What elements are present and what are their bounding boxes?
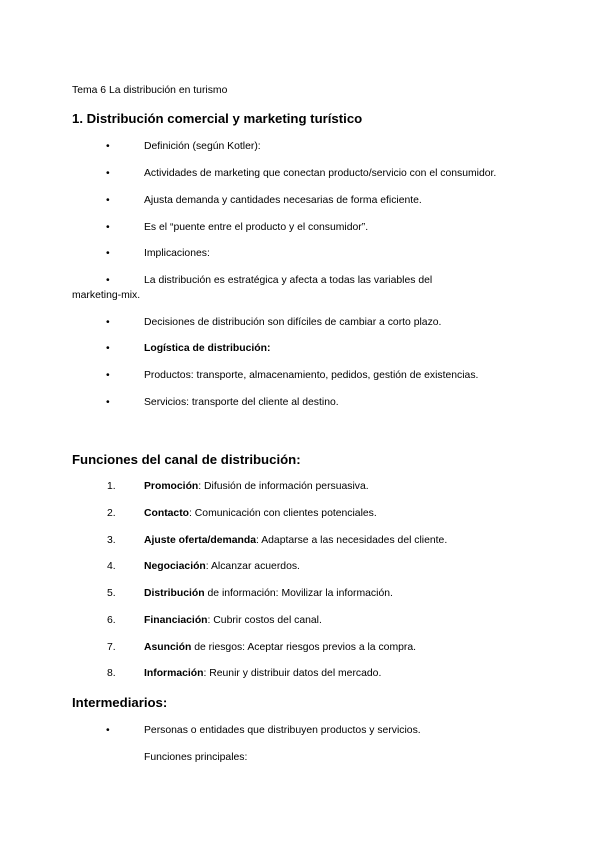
numbered-item-text <box>144 561 300 573</box>
numbered-item-text <box>144 588 393 600</box>
item-term: Distribución <box>144 588 205 599</box>
item-description: de riesgos: Aceptar riesgos previos a la compra. <box>191 642 417 653</box>
item-description: : Difusión de información persuasiva. <box>198 481 369 492</box>
section-heading-intermediarios: Intermediarios: <box>72 695 168 710</box>
list-item-text: Servicios: transporte del cliente al destino. <box>144 397 339 408</box>
item-number: 6. <box>107 615 116 626</box>
item-term: Ajuste oferta/demanda <box>144 535 257 546</box>
bullet-marker: • <box>106 141 110 152</box>
document-title: Tema 6 La distribución en turismo <box>72 85 228 96</box>
item-term: Financiación <box>144 615 208 626</box>
item-number: 3. <box>107 535 116 546</box>
numbered-item-text <box>144 642 416 654</box>
item-term: Negociación <box>144 561 206 572</box>
item-description: de información: Movilizar la información. <box>204 588 393 599</box>
bullet-marker: • <box>106 222 110 233</box>
numbered-item-text <box>144 668 381 680</box>
bullet-marker: • <box>106 725 110 736</box>
item-description: : Alcanzar acuerdos. <box>205 561 300 572</box>
list-item-text-continuation: marketing-mix. <box>72 290 141 301</box>
numbered-item-text <box>144 508 377 520</box>
section-heading-distribucion-comercial: 1. Distribución comercial y marketing turístico <box>72 111 363 126</box>
item-term: Promoción <box>144 481 199 492</box>
item-term: Contacto <box>144 508 190 519</box>
bullet-marker: • <box>106 370 110 381</box>
section-heading-funciones-canal: Funciones del canal de distribución: <box>72 452 301 467</box>
item-number: 2. <box>107 508 116 519</box>
item-number: 5. <box>107 588 116 599</box>
item-number: 4. <box>107 561 116 572</box>
list-item-text: Ajusta demanda y cantidades necesarias de forma eficiente. <box>144 195 422 206</box>
item-description: : Cubrir costos del canal. <box>207 615 322 626</box>
list-item-text: La distribución es estratégica y afecta a todas las variables del <box>144 275 433 286</box>
bullet-marker: • <box>106 343 110 354</box>
bullet-marker: • <box>106 275 110 286</box>
bullet-marker: • <box>106 317 110 328</box>
numbered-item-text <box>144 615 322 627</box>
item-number: 8. <box>107 668 116 679</box>
list-item-text: Productos: transporte, almacenamiento, pedidos, gestión de existencias. <box>144 370 479 381</box>
numbered-item-text <box>144 535 447 547</box>
item-number: 1. <box>107 481 116 492</box>
list-item-text: Logística de distribución: <box>144 343 271 354</box>
item-term: Asunción <box>144 642 192 653</box>
bullet-marker: • <box>106 248 110 259</box>
item-description: : Comunicación con clientes potenciales. <box>189 508 377 519</box>
bullet-marker: • <box>106 397 110 408</box>
bullet-marker: • <box>106 195 110 206</box>
list-item-text: Personas o entidades que distribuyen productos y servicios. <box>144 725 421 736</box>
bullet-marker: • <box>106 168 110 179</box>
item-term: Información <box>144 668 204 679</box>
list-item-text: Definición (según Kotler): <box>144 141 261 152</box>
item-number: 7. <box>107 642 116 653</box>
item-description: : Adaptarse a las necesidades del cliente. <box>256 535 448 546</box>
list-item-text: Es el “puente entre el producto y el consumidor”. <box>144 222 369 233</box>
item-description: : Reunir y distribuir datos del mercado. <box>203 668 382 679</box>
list-item-text: Decisiones de distribución son difíciles de cambiar a corto plazo. <box>144 317 442 328</box>
numbered-item-text <box>144 481 369 493</box>
list-item-text: Implicaciones: <box>144 248 210 259</box>
list-item-text: Actividades de marketing que conectan producto/servicio con el consumidor. <box>144 168 497 179</box>
subheading-funciones-principales: Funciones principales: <box>144 752 248 763</box>
